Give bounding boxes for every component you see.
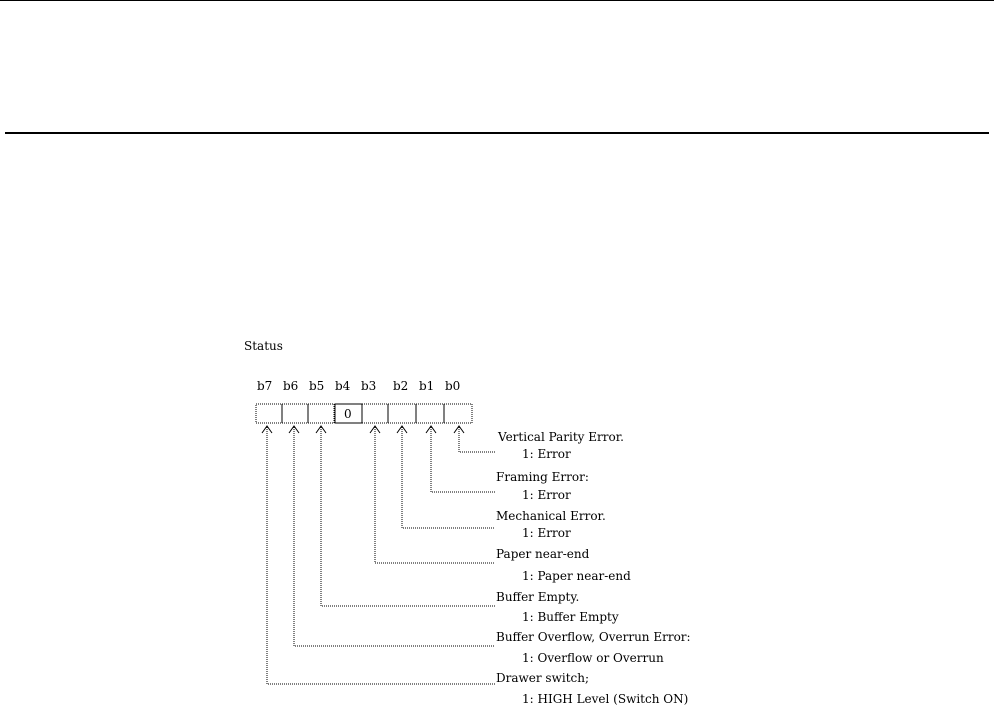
entry-desc-drawer-switch: 1: HIGH Level (Switch ON) (522, 692, 689, 706)
bit-label-b7: b7 (257, 379, 273, 393)
entry-label-framing-error: Framing Error: (496, 470, 589, 484)
connector-b3 (375, 427, 495, 563)
entry-label-buffer-empty: Buffer Empty. (496, 590, 580, 604)
entry-desc-buffer-overflow: 1: Overflow or Overrun (522, 651, 664, 665)
bit-label-b3: b3 (361, 379, 377, 393)
connector-b2 (402, 427, 495, 528)
connector-b1 (431, 427, 495, 492)
bit-label-b2: b2 (393, 379, 409, 393)
entry-desc-mechanical-error: 1: Error (522, 526, 571, 540)
connector-b6 (294, 427, 495, 646)
entry-label-buffer-overflow: Buffer Overflow, Overrun Error: (496, 630, 691, 644)
bit-box-b1 (416, 404, 444, 423)
entry-label-vertical-parity-error: Vertical Parity Error. (498, 430, 624, 444)
bit-box-b0 (444, 404, 472, 423)
connector-b0 (459, 427, 495, 452)
bit-label-b0: b0 (445, 379, 461, 393)
connector-b7 (267, 427, 495, 684)
bit-box-b3 (362, 404, 388, 423)
bit-label-b5: b5 (309, 379, 325, 393)
connector-b5 (321, 427, 495, 606)
bit-box-b2 (388, 404, 416, 423)
entry-desc-buffer-empty: 1: Buffer Empty (522, 610, 619, 624)
entry-label-paper-near-end: Paper near-end (496, 547, 590, 561)
bit-label-b4: b4 (335, 379, 351, 393)
bit-label-b6: b6 (283, 379, 299, 393)
bit-box-b6 (282, 404, 308, 423)
bit-box-b7 (256, 404, 282, 423)
entry-desc-paper-near-end: 1: Paper near-end (522, 569, 631, 583)
entry-label-mechanical-error: Mechanical Error. (496, 509, 606, 523)
status-title: Status (244, 339, 283, 353)
bit-box-b5 (308, 404, 334, 423)
bit-label-b1: b1 (419, 379, 435, 393)
bit-b4-fixed-value: 0 (344, 407, 352, 421)
entry-desc-vertical-parity-error: 1: Error (522, 447, 571, 461)
entry-label-drawer-switch: Drawer switch; (496, 671, 590, 685)
entry-desc-framing-error: 1: Error (522, 488, 571, 502)
